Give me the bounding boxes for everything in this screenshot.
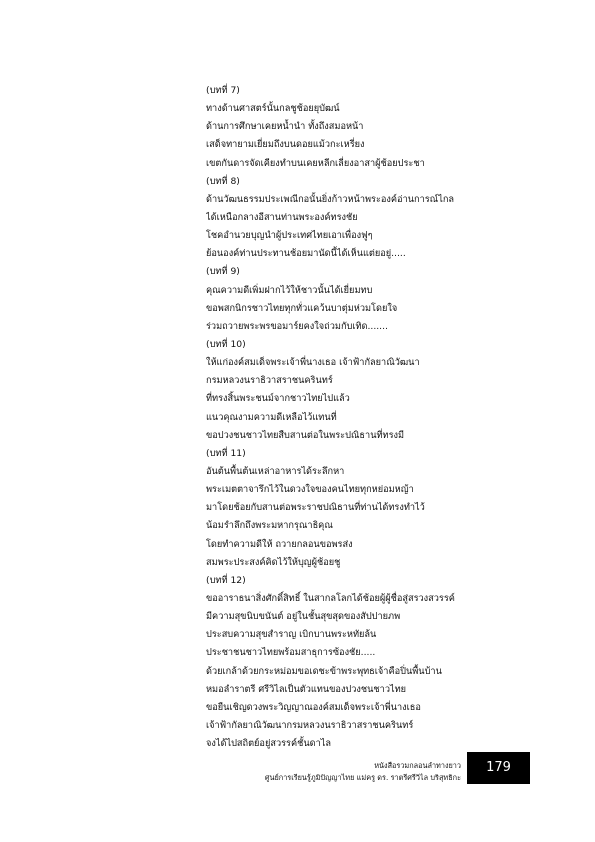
poem-line: ประชาชนชาวไทยพร้อมสาธุการซ้องชัย.....: [206, 647, 376, 659]
poem-line: โชคอำนวยบุญนำผู้ประเทศไทยเอาเพื่องฟูๆ: [206, 230, 373, 242]
poem-line: ด้านการศึกษาเคยหน้ำนำ ทั้งถึงสมอหน้า: [206, 121, 364, 133]
poem-line: ขอยืนเชิญดวงพระวิญญาณองค์สมเด็จพระเจ้าพี่นางเธอ: [206, 701, 421, 713]
poem-line: โดยทำความดีให้ ถวายกลอนขอพรส่ง: [206, 538, 353, 550]
poem-line: หมอลำราตรี ศรีวิไลเป็นตัวแทนของปวงชนชาวไทย: [206, 683, 407, 695]
book-title-footer: หนังสือรวมกลอนลำทางยาว: [374, 761, 461, 770]
poem-line: มีความสุขนิบขนันต์ อยู่ในชั้นสุขสุดของสัปปายภพ: [206, 611, 401, 623]
poem-line: แนวคุณงามความดีเหลือไว้แทนที่: [206, 411, 337, 423]
verse-heading: (บทที่ 8): [206, 175, 240, 187]
poem-text-block: [206, 82, 526, 753]
poem-line: คุณความดีเพิ่มฝากไว้ให้ชาวนั้นได้เยี่ยมทบ: [206, 284, 373, 296]
poem-line: ทางด้านศาสตร์นั้นกลชูช้อยยุบัฒน์: [206, 103, 340, 115]
poem-line: ให้แก่องค์สมเด็จพระเจ้าพี่นางเธอ เจ้าฟ้ากัลยาณิวัฒนา: [206, 357, 420, 369]
poem-line: เจ้าฟ้ากัลยาณิวัฒนากรมหลวงนราธิวาสราชนครินทร์: [206, 719, 414, 731]
poem-line: พระเมตตาจารึกไว้ในดวงใจของคนไทยทุกหย่อมหญ้า: [206, 484, 414, 496]
poem-line: ย้อนองค์ท่านประทานช้อยมานัดนี้ได้เห็นแต่ยอยู่.....: [206, 248, 406, 260]
poem-line: น้อมรำลึกถึงพระมหากรุณาธิคุณ: [206, 520, 333, 532]
page-number: 179: [486, 760, 511, 775]
verse-heading: (บทที่ 11): [206, 447, 246, 459]
poem-line: อันต้นพื้นต้นเหล่าอาหารได้ระลึกหา: [206, 465, 345, 477]
poem-line: ขอพสกนิกรชาวไทยทุกทั่วแคว้นบาตุ่มห่วมโดยใจ: [206, 302, 398, 314]
poem-line: ขออาราธนาสิ่งศักดิ์สิทธิ์ ในสากลโลกได้ช้อยผู้ผู้ชื่อสู่สรวงสวรรค์: [206, 592, 455, 604]
poem-line: ที่ทรงสิ้นพระชนม์จากชาวไทยไปแล้ว: [206, 393, 350, 405]
poem-line: ได้เหนือกลางอีสานท่านพระองค์ทรงชัย: [206, 211, 358, 223]
poem-line: เสด็จทายามเยี่ยมถึงบนดอยแม้วกะเหรี่ยง: [206, 139, 365, 151]
poem-line: สมพระประสงค์คิดไว้ให้บุญผู้ช้อยชู: [206, 556, 341, 568]
verse-heading: (บทที่ 7): [206, 85, 240, 96]
poem-line: เขตกันดารจัดเคียงทำบนเคยหลีกเลี่ยงอาสาผู้ช้อยประชา: [206, 157, 425, 169]
page-number-box: [467, 752, 530, 784]
poem-line: ด้านวัฒนธรรมประเพณีกอนั้นยิ่งก้าวหน้าพระองค์อ่านการณ์ไกล: [206, 193, 455, 205]
poem-line: ด้วยเกล้าด้วยกระหม่อมขอเดชะข้าพระพุทธเจ้าคือปิ่นพื้นบ้าน: [206, 665, 442, 677]
author-center-footer: ศูนย์การเรียนรู้ภูมิปัญญาไทย แม่ครู ดร. ราตรีศรีวิไล บริสุทธิกะ: [264, 773, 461, 782]
poem-line: จงได้ไปสถิตย์อยู่สวรรค์ชั้นดาไล: [206, 738, 332, 750]
verse-heading: (บทที่ 9): [206, 266, 240, 278]
verse-heading: (บทที่ 12): [206, 574, 246, 586]
poem-line: กรมหลวงนราธิวาสราชนครินทร์: [206, 375, 333, 387]
verse-heading: (บทที่ 10): [206, 338, 246, 350]
poem-line: มาโดยช้อยกับสานต่อพระราชปณิธานที่ท่านได้ทรงทำไว้: [206, 502, 425, 514]
poem-line: ร่วมถวายพระพรขอมาร์ยคงใจถ่วมกับเทิด.......: [206, 320, 388, 332]
poem-line: ขอปวงชนชาวไทยสืบสานต่อในพระปณิธานที่ทรงมี: [206, 429, 405, 441]
poem-line: ประสบความสุขสำราญ เบิกบานพระหทัยล้น: [206, 629, 377, 641]
